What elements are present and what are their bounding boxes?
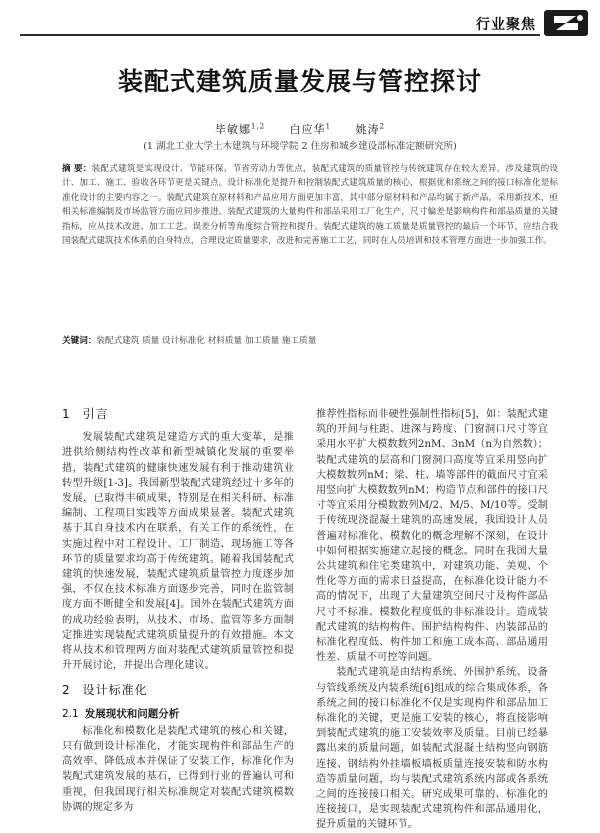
section-heading: 2 设计标准化 — [62, 683, 148, 698]
paragraph: 发展装配式建筑是建造方式的重大变革，是推进供给侧结构性改革和新型城镇化发展的重要举措，装配式建筑的健康快速发展有利于推动建筑业转型升级[1-3]。我国新型装配式建筑经过十多年的发展，已取得丰硕成果，特别是在相关科研、标准编制、工程项目实践等方面成果显著。装配式建筑基于其自身技术内在联系，有关工作的系统性，在实施过程中对工程设计、工厂制造、现场施工等各环节的质量要求均高于传统建筑。随着我国装配式建筑的快速发展，装配式建筑质量管控力度逐步加强，不仅在技术标准方面逐步完善，同时在监管制度方面不断健全和发展[4]。国外在装配式建筑方面的成功经验表明，从技术、市场、监管等多方面制定推进实现装配式建筑质量提升的有效措施。本文将从技术和管理两方面对装配式建筑质量管控和提升开展讨论，并提出合理化建议。 — [62, 432, 294, 672]
journal-header — [20, 14, 588, 36]
abstract-text: 装配式建筑是实现设计、节能环保、节省劳动力等优点，装配式建筑的质量管控与传统建筑存在较大差异，涉及建筑的设计、加工、施工、验收各环节更是关键点。设计标准化是提升和控制装配式建筑质量的核心，根据优和系统之间的接口标准化是标准化设计的主要内容之一。装配式建筑在原材料和产品应用方面更加丰富，其中部分原材料和产品均属于新产品，采用新技术，亟相关标准编制及市场监管方面应同步推进。装配式建筑的大量构件和部品采用工厂化生产，尺寸偏差是影响构件和部品质量的关键指标，应从技术改进、加工工艺、误差分析等角度综合管控和提升。装配式建筑的施工质量是质量管控的最后一个环节，应结合我国装配式建筑技术体系的自身特点，合理设定质量要求，改进和完善施工工艺，同时在人员培训和技术管理方面进一步加强工作。 — [62, 164, 558, 247]
paragraph: 装配式建筑是由结构系统、外围护系统、设备与管线系统及内装系统[6]组成的综合集成体系，各系统之间的接口标准化不仅是实现构件和部品加工标准化的关键，更是施工安装的核心，将直接影响到装配式建筑的施工安装效率及质量。目前已经暴露出来的质量问题，如装配式混凝土结构竖向钢筋连接、钢结构外挂墙板墙板质量连接安装和防水构造等质量问题，均与装配式建筑系统内部或各系统之间的连接接口相关。研究成果可靠的、标准化的连接接口，是实现装配式建筑构件和部品通用化，提升质量的关键环节。 — [316, 667, 548, 831]
author: 毕敏娜$^{1,2}$ — [214, 122, 266, 136]
keywords-text: 装配式建筑 质量 设计标准化 材料质量 加工质量 施工质量 — [96, 336, 317, 346]
subsection-heading: 2.1 发展现状和问题分析 — [62, 707, 180, 720]
author: 白应华$^1$ — [289, 122, 332, 136]
author-list — [0, 121, 600, 137]
abstract — [62, 162, 558, 248]
author: 姚涛$^2$ — [355, 122, 386, 136]
abstract-label: 摘 要： — [62, 164, 92, 174]
journal-logo-icon — [544, 10, 588, 36]
section-label: 行业聚焦 — [476, 17, 536, 33]
header-rule — [20, 34, 540, 36]
keywords — [62, 334, 558, 346]
left-column — [62, 407, 294, 815]
section-heading: 1 引言 — [62, 407, 109, 421]
keywords-label: 关键词： — [62, 336, 97, 346]
article-title: 装配式建筑质量发展与管控探讨 — [117, 67, 482, 96]
paragraph: 推荐性指标而非硬性强制性指标[5]，如：装配式建筑的开间与柱距、进深与跨度、门窗洞口尺寸等宜采用水平扩大模数数列2nM、3nM（n为自然数）；装配式建筑的层高和门窗洞口高度等宜采用竖向扩大模数数列nM；梁、柱、墙等部件的截面尺寸宜采用竖向扩大模数数列nM；构造节点和部件的接口尺寸等宜采用分模数数列M/2、M/5、M/10等。受制于传统现浇混凝土建筑的高速发展，我国设计人员普遍对标准化、模数化的概念理解不深刻，在设计中如何根据实施建立起接的概念。同时在我国大量公共建筑和住宅类建筑中，对建筑功能、美观、个性化等方面的需求日益提高，在标准化设计能力不高的情况下，出现了大量建筑空间尺寸及构件部品尺寸不标准、模数化程度低的非标准设计。造成装配式建筑的结构构件、围护结构构件、内装部品的标准化程度低、构件加工和施工成本高、部品通用性差、质量不可控等问题。 — [316, 409, 548, 664]
affiliation: (1 湖北工业大学土木建筑与环境学院 2 住房和城乡建设部标准定额研究所) — [143, 141, 457, 152]
paragraph: 标准化和模数化是装配式建筑的核心和关键，只有做到设计标准化，才能实现构件和部品生产的高效率、降低成本并保证了安装工作，标准化作为装配式建筑发展的基石，已得到行业的普遍认可和重视，但我国现行相关标准规定对装配式建筑模数协调的规定多为 — [62, 725, 294, 813]
right-column — [316, 407, 548, 833]
